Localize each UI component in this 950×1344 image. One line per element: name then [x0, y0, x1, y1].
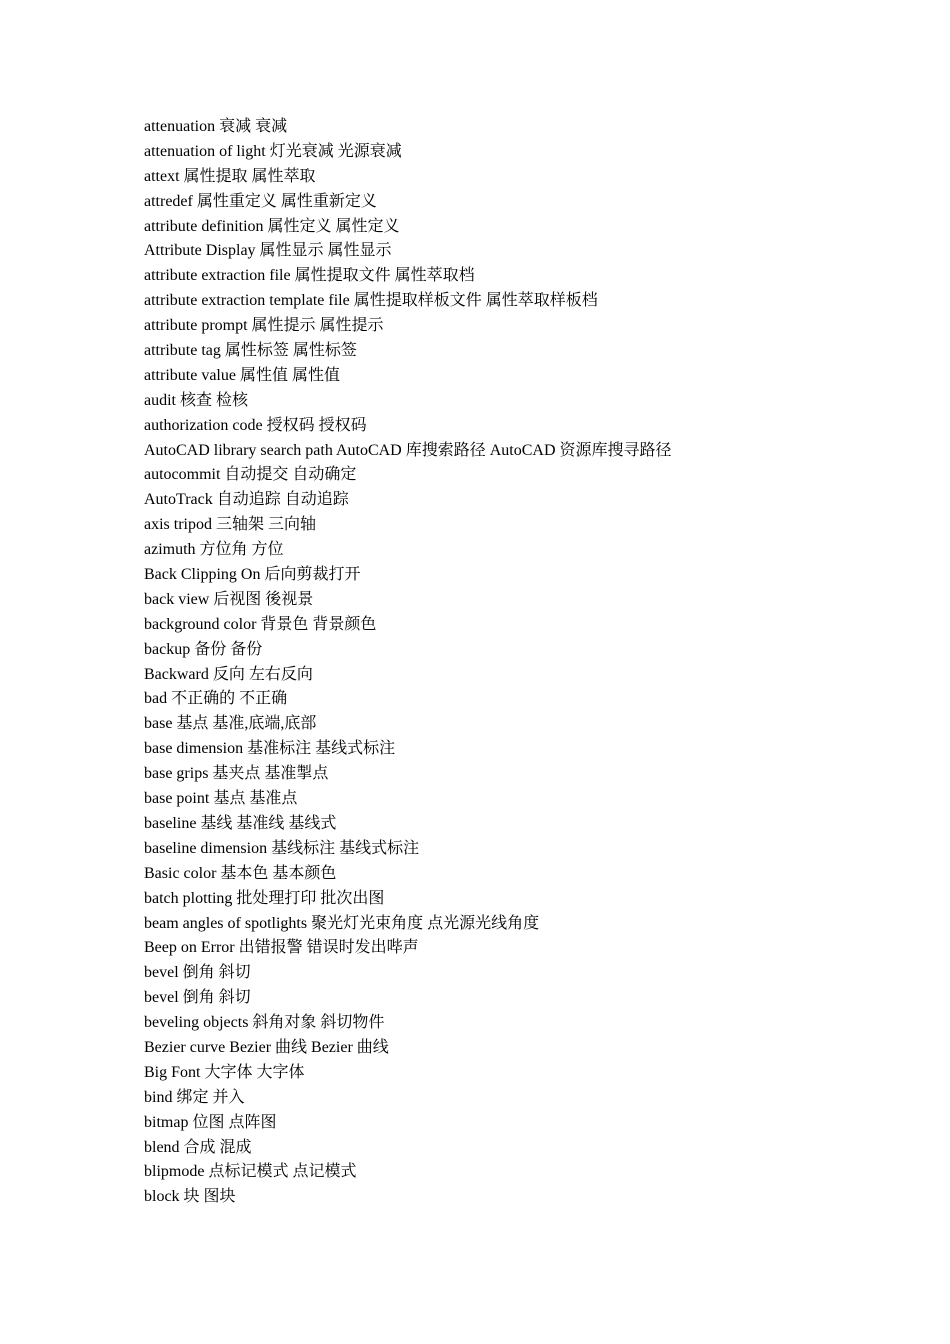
- glossary-entry: backup 备份 备份: [144, 640, 263, 658]
- glossary-entry: bevel 倒角 斜切: [144, 989, 251, 1007]
- glossary-entry: azimuth 方位角 方位: [144, 541, 284, 559]
- glossary-entry: attribute tag 属性标签 属性标签: [144, 342, 357, 360]
- glossary-entry: base 基点 基准,底端,底部: [144, 715, 317, 733]
- glossary-entry: attribute definition 属性定义 属性定义: [144, 217, 400, 235]
- glossary-entry: base grips 基夹点 基准掣点: [144, 765, 329, 783]
- glossary-entry: attribute value 属性值 属性值: [144, 366, 340, 384]
- glossary-entry: blipmode 点标记模式 点记模式: [144, 1163, 357, 1181]
- glossary-entry: attribute extraction template file 属性提取样板文件 属性萃取样板档: [144, 292, 598, 310]
- glossary-entry: Backward 反向 左右反向: [144, 665, 313, 683]
- glossary-entry: attredef 属性重定义 属性重新定义: [144, 192, 377, 210]
- glossary-list: [144, 115, 904, 1210]
- glossary-entry: Beep on Error 出错报警 错误时发出哔声: [144, 939, 419, 957]
- glossary-entry: bind 绑定 并入: [144, 1088, 245, 1106]
- glossary-entry: baseline dimension 基线标注 基线式标注: [144, 839, 420, 857]
- glossary-entry: Basic color 基本色 基本颜色: [144, 864, 337, 882]
- glossary-entry: beveling objects 斜角对象 斜切物件: [144, 1014, 385, 1032]
- glossary-entry: audit 核查 检核: [144, 391, 248, 409]
- glossary-entry: Attribute Display 属性显示 属性显示: [144, 242, 392, 260]
- glossary-entry: Bezier curve Bezier 曲线 Bezier 曲线: [144, 1038, 389, 1056]
- glossary-entry: AutoCAD library search path AutoCAD 库搜索路径 AutoCAD 资源库搜寻路径: [144, 441, 672, 459]
- glossary-entry: attenuation 衰减 衰减: [144, 118, 288, 135]
- glossary-entry: attext 属性提取 属性萃取: [144, 167, 316, 185]
- glossary-entry: axis tripod 三轴架 三向轴: [144, 516, 316, 534]
- glossary-entry: Back Clipping On 后向剪裁打开: [144, 566, 361, 584]
- glossary-entry: autocommit 自动提交 自动确定: [144, 466, 357, 484]
- glossary-entry: beam angles of spotlights 聚光灯光束角度 点光源光线角度: [144, 914, 540, 932]
- glossary-entry: attenuation of light 灯光衰减 光源衰减: [144, 142, 402, 160]
- glossary-entry: block 块 图块: [144, 1188, 236, 1206]
- glossary-entry: bevel 倒角 斜切: [144, 964, 251, 982]
- glossary-entry: blend 合成 混成: [144, 1138, 252, 1156]
- glossary-entry: Big Font 大字体 大字体: [144, 1063, 305, 1081]
- glossary-entry: background color 背景色 背景颜色: [144, 615, 377, 633]
- glossary-entry: AutoTrack 自动追踪 自动追踪: [144, 491, 349, 509]
- glossary-entry: attribute prompt 属性提示 属性提示: [144, 317, 384, 335]
- glossary-entry: batch plotting 批处理打印 批次出图: [144, 889, 385, 907]
- glossary-entry: authorization code 授权码 授权码: [144, 416, 367, 434]
- glossary-entry: baseline 基线 基准线 基线式: [144, 814, 337, 832]
- glossary-entry: base point 基点 基准点: [144, 790, 298, 808]
- glossary-entry: bad 不正确的 不正确: [144, 690, 288, 708]
- glossary-entry: bitmap 位图 点阵图: [144, 1113, 277, 1131]
- glossary-entry: attribute extraction file 属性提取文件 属性萃取档: [144, 267, 475, 285]
- glossary-entry: base dimension 基准标注 基线式标注: [144, 740, 396, 758]
- glossary-entry: back view 后视图 後视景: [144, 590, 314, 608]
